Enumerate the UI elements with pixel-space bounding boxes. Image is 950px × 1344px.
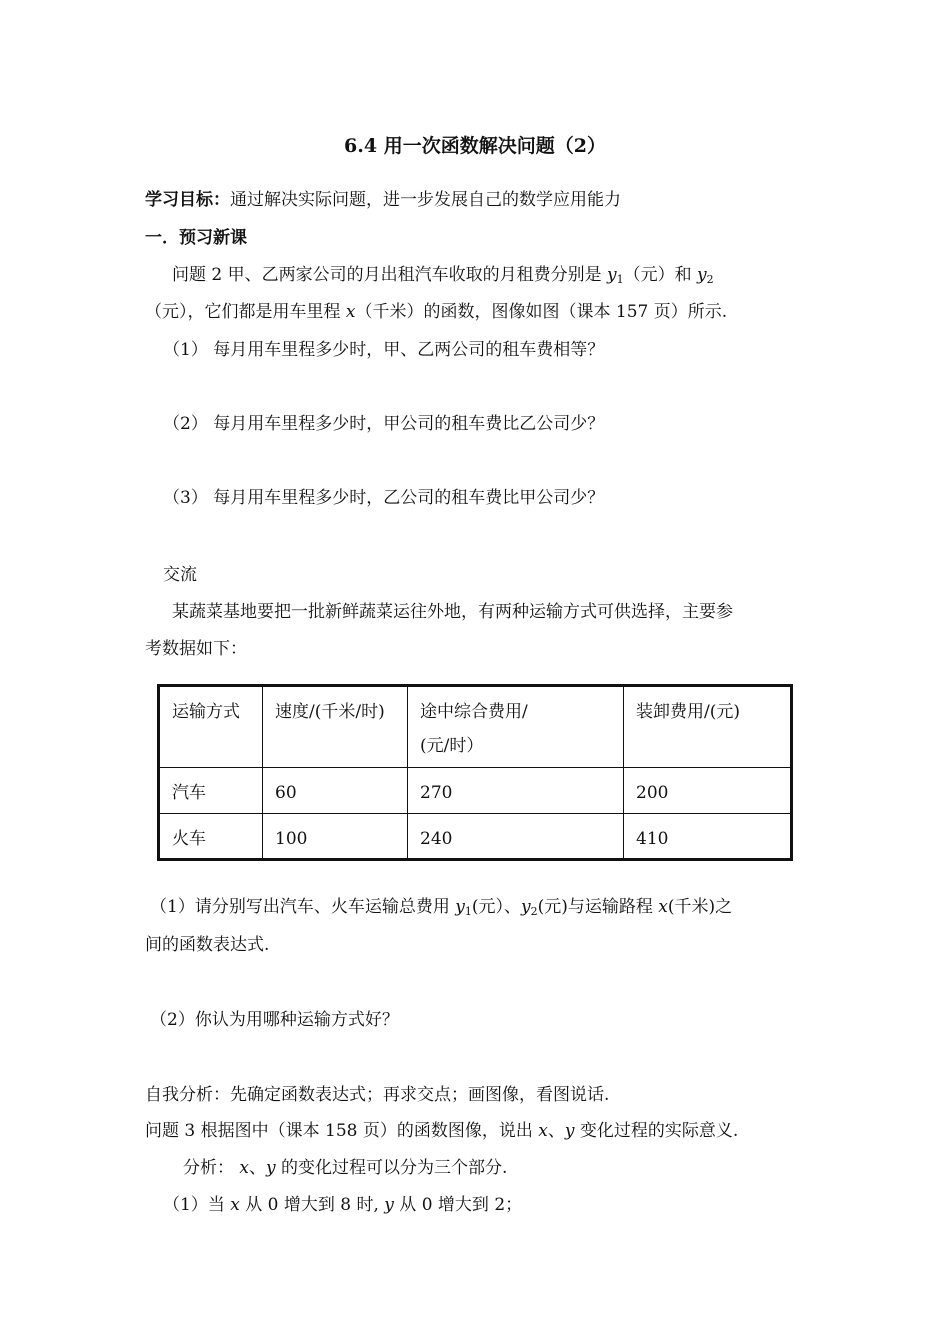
question-2: （2）你认为用哪种运输方式好？ xyxy=(150,1010,399,1030)
question-1-line2: 间的函数表达式. xyxy=(145,935,270,955)
table-header-cell: 速度/(千米/时) xyxy=(263,686,408,768)
problem2-line2: （元），它们都是用车里程 x（千米）的函数，图像如图（课本 157 页）所示. xyxy=(145,302,728,322)
question-1-line1: （1）请分别写出汽车、火车运输总费用 $y_1$(元）、$y_2$(元)与运输路程 x(千米)之 xyxy=(150,897,733,918)
exchange-paragraph-line2: 考数据如下： xyxy=(145,639,247,659)
analysis-line: 分析： x、y 的变化过程可以分为三个部分. xyxy=(183,1158,508,1178)
table-header-cell: 途中综合费用/ (元/时） xyxy=(408,686,624,768)
learning-objective xyxy=(145,185,621,210)
problem3: 问题 3 根据图中（课本 158 页）的函数图像，说出 x、y 变化过程的实际意义. xyxy=(145,1121,739,1141)
table-row xyxy=(159,814,792,860)
problem2-line1: 问题 2 甲、乙两家公司的月出租汽车收取的月租费分别是 $y_1$（元）和 $y_2$ xyxy=(172,265,714,286)
table-cell: 270 xyxy=(408,768,624,814)
analysis-part-1: （1）当 x 从 0 增大到 8 时, y 从 0 增大到 2； xyxy=(163,1195,523,1215)
objective-label: 学习目标： xyxy=(145,190,230,210)
table-header-row xyxy=(159,686,792,768)
exchange-paragraph-line1: 某蔬菜基地要把一批新鲜蔬菜运往外地，有两种运输方式可供选择，主要参 xyxy=(172,602,733,622)
section-heading-preview: 一．预习新课 xyxy=(145,228,247,248)
table-header-cell: 运输方式 xyxy=(159,686,263,768)
problem2-question-2: （2） 每月用车里程多少时，甲公司的租车费比乙公司少？ xyxy=(163,414,605,434)
table-cell: 60 xyxy=(263,768,408,814)
table-cell: 火车 xyxy=(159,814,263,860)
table-row xyxy=(159,768,792,814)
page-title: 6.4 用一次函数解决问题（2） xyxy=(344,135,606,157)
transport-data-table xyxy=(157,684,793,861)
problem2-question-1: （1） 每月用车里程多少时，甲、乙两公司的租车费相等？ xyxy=(163,340,605,360)
objective-text: 通过解决实际问题，进一步发展自己的数学应用能力 xyxy=(230,190,621,210)
self-analysis: 自我分析：先确定函数表达式；再求交点；画图像，看图说话. xyxy=(145,1085,610,1105)
table-cell: 240 xyxy=(408,814,624,860)
table-cell: 汽车 xyxy=(159,768,263,814)
table-cell: 410 xyxy=(624,814,792,860)
problem2-question-3: （3） 每月用车里程多少时，乙公司的租车费比甲公司少？ xyxy=(163,488,605,508)
table-cell: 200 xyxy=(624,768,792,814)
exchange-heading: 交流 xyxy=(163,565,197,585)
table-cell: 100 xyxy=(263,814,408,860)
table-header-cell: 装卸费用/(元) xyxy=(624,686,792,768)
